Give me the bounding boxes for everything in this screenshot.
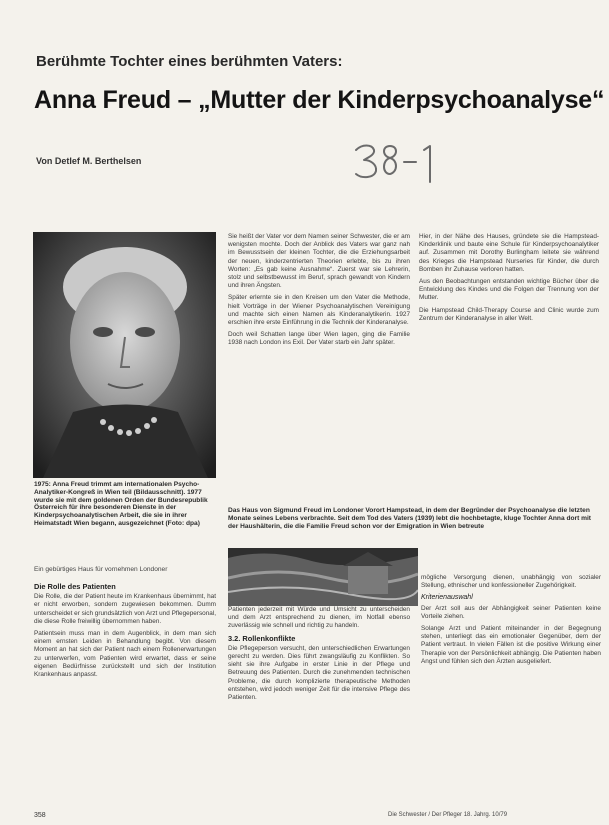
paragraph: Die Rolle, die der Patient heute im Krankenhaus übernimmt, hat er nicht erworben, sondern zugewiesen bekommen. Dumm unterscheidet er sich grundsätzlich von Arzt und Pflegepersonal, die diese Rolle freiwillig übernommen haben. xyxy=(34,593,216,625)
article-column-3-lower xyxy=(421,574,601,800)
section-label: Kriterienauswahl xyxy=(421,594,473,602)
section-label: Die Rolle des Patienten xyxy=(34,582,116,591)
handwritten-annotation xyxy=(352,138,442,188)
portrait-caption: 1975: Anna Freud trimmt am internationalen Psycho-Analytiker-Kongreß in Wien teil (Bildausschnitt). 1977 wurde sie mit dem goldenen Orden der Bundesrepublik Österreich für ihre besonderen Dienste in der Kinderpsychoanalytischen Arbeit, die sie in ihrer Heimatstadt Wien begann, ausgezeichnet (Foto: dpa) xyxy=(34,481,208,527)
house-caption: Das Haus von Sigmund Freud im Londoner Vorort Hampstead, in dem der Begründer der Psychoanalyse die letzten Monate seines Lebens verbrachte. Seit dem Tod des Vaters (1939) lebt die hochbetagte, kluge Tochter Anna dort mit der Haushälterin, die die Familie Freud schon vor der Emigration in Wien betreute xyxy=(228,507,591,530)
paragraph: Später erlernte sie in den Kreisen um den Vater die Methode, hielt Vorträge in der Wiener Psychoanalytischen Vereinigung und machte sich einen Namen als Kinderanalytikerin. 1927 erschien ihre erste Einführung in die Technik der Kinderanalyse. xyxy=(228,294,410,327)
article-kicker: Berühmte Tochter eines berühmten Vaters: xyxy=(36,53,343,70)
article-column-2 xyxy=(228,233,410,497)
article-column-1-lower xyxy=(34,580,216,800)
paragraph: Doch weil Schatten lange über Wien lagen, ging die Familie 1938 nach London ins Exil. Der Vater starb ein Jahr später. xyxy=(228,331,410,347)
journal-footer: Die Schwester / Der Pfleger 18. Jahrg. 10/79 xyxy=(388,812,508,818)
paragraph: Hier, in der Nähe des Hauses, gründete sie die Hampstead-Kinderklinik und baute eine Schule für Kinderpsychoanalytiker auf. Zusammen mit Dorothy Burlingham leitete sie während des Krieges die Hampstead Nurseries für Kinder, die durch Bomben ihr Zuhause verloren hatten. xyxy=(419,233,599,273)
paragraph: Die Hampstead Child-Therapy Course and Clinic wurde zum Zentrum der Kinderanalyse in aller Welt. xyxy=(419,306,599,322)
article-title: Anna Freud – „Mutter der Kinderpsychoanalyse“ xyxy=(34,86,605,114)
paragraph: Aus den Beobachtungen entstanden wichtige Bücher über die Entwicklung des Kindes und die Folgen der Trennung von der Mutter. xyxy=(419,278,599,302)
paragraph: Sie heißt der Vater vor dem Namen seiner Schwester, die er am wenigsten mochte. Doch der Anblick des Vaters war ganz nah im Bewusstsein der kleinen Tochter, die die Erziehungsarbeit der neuen, kinderzentrierten Theorien erlebte, bis zu ihren Worten: „Es gab keine Ausnahme“. Zuerst war sie Lehrerin, stolz und selbstbewusst im Beruf, sprach gewandt von Kindern und ihren Ängsten. xyxy=(228,233,410,290)
paragraph: Der Arzt soll aus der Abhängigkeit seiner Patienten keine Vorteile ziehen. xyxy=(421,604,601,620)
paragraph: Patienten jederzeit mit Würde und Umsicht zu unterscheiden und dem Arzt entsprechend zu dienen, im Notfall ebenso zuverlässig wie schnell und richtig zu handeln. xyxy=(228,606,410,630)
paragraph: mögliche Versorgung dienen, unabhängig von sozialer Stellung, ethnischer und konfessioneller Zugehörigkeit. xyxy=(421,574,601,590)
portrait-photo xyxy=(33,232,216,478)
house-photo xyxy=(228,548,418,606)
article-column-3 xyxy=(419,233,599,497)
article-column-2-lower xyxy=(228,606,410,802)
photo2-caption: Ein gebürtiges Haus für vornehmen Londoner xyxy=(34,566,168,573)
article-byline: Von Detlef M. Berthelsen xyxy=(36,156,142,166)
page-number: 358 xyxy=(34,812,46,819)
paragraph: Patientsein muss man in dem Augenblick, in dem man sich einem ernsten Leiden in Behandlung begibt. Von diesem Moment an hat sich der Patient nach einem Rollenerwartungen zu unterwerfen, vom Patienten wird erwartet, dass er seine eigenen Bedürfnisse zurückstellt und sich der Institution Krankenhaus anpasst. xyxy=(34,630,216,679)
section-heading: 3.2. Rollenkonflikte xyxy=(228,633,296,643)
paragraph: Solange Arzt und Patient miteinander in der Begegnung stehen, unterliegt das ein emotionaler Gegenüber, dem der Patient vertraut. In vielen Fällen ist die positive Wirkung einer Therapie von der Persönlichkeit abhängig. Die Patienten haben Angst und fühlen sich den Ärzten ausgeliefert. xyxy=(421,625,601,665)
paragraph: Die Pflegeperson versucht, den unterschiedlichen Erwartungen gerecht zu werden. Dies führt zwangsläufig zu Konflikten. So sieht sie ihre Aufgabe in erster Linie in der Pflege und Betreuung des Patienten. Durch die zunehmenden technischen Probleme, die durch komplizierte therapeutische Methoden entstehen, wird jedoch weniger Zeit für die intensive Pflege des Patienten. xyxy=(228,644,410,702)
